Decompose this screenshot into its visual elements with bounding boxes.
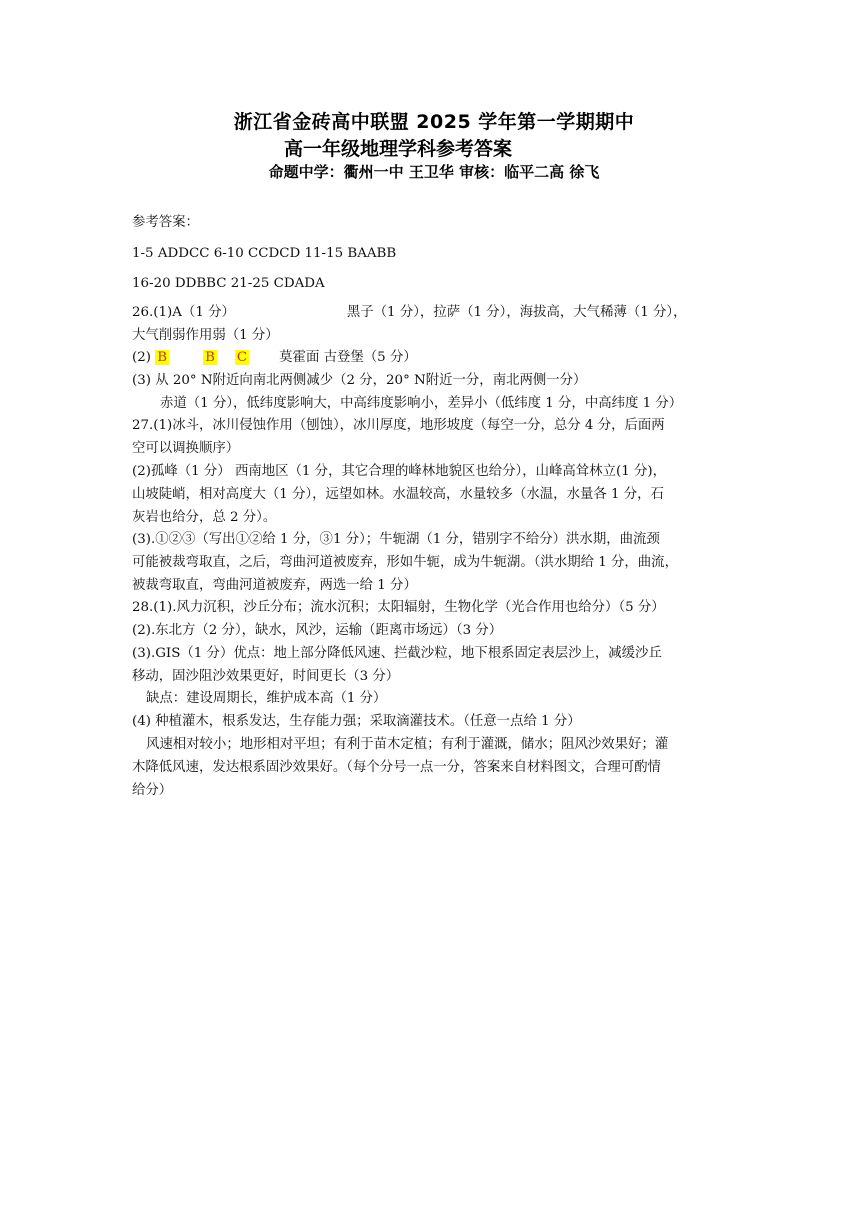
q28-4-continued-1: 风速相对较小；地形相对平坦；有利于苗木定植；有利于灌溉，储水；阻风沙效果好；灌: [146, 737, 669, 752]
q28-3-drawbacks: 缺点：建设周期长，维护成本高（1 分）: [146, 691, 387, 706]
q26-2-rest: 莫霍面 古登堡（5 分）: [279, 350, 417, 365]
q27-3-continued-2: 被裁弯取直，弯曲河道被废弃，两选一给 1 分）: [132, 578, 417, 593]
q27-1-line: 27.(1)冰斗，冰川侵蚀作用（刨蚀），冰川厚度，地形坡度（每空一分，总分 4 分，后面两: [132, 418, 665, 433]
q27-2-line: (2)孤峰（1 分） 西南地区（1 分，其它合理的峰林地貌区也给分），山峰高耸林立(1 分)，: [132, 464, 666, 479]
q27-1-continued: 空可以调换顺序）: [132, 441, 240, 456]
q26-3-line: (3) 从 20° N附近向南北两侧减少（2 分，20° N附近一分，南北两侧一分）: [132, 373, 587, 388]
document-subtitle: 高一年级地理学科参考答案: [283, 138, 512, 160]
q28-2-line: (2).东北方（2 分），缺水，风沙，运输（距离市场远）（3 分）: [132, 623, 503, 638]
q28-4-continued-2: 木降低风速，发达根系固沙效果好。（每个分号一点一分，答案来自材料图文，合理可酌情: [132, 760, 661, 775]
document-title: 浙江省金砖高中联盟 2025 学年第一学期期中: [233, 111, 635, 133]
q28-1-line: 28.(1).风力沉积，沙丘分布；流水沉积；太阳辐射，生物化学（光合作用也给分）（5 分）: [132, 600, 665, 615]
q26-1-part-b: 黑子（1 分），拉萨（1 分），海拔高，大气稀薄（1 分），: [346, 305, 687, 320]
q26-2-line: [132, 349, 742, 367]
answers-label: 参考答案：: [132, 215, 199, 230]
mc-answers-1: 1-5 ADDCC 6-10 CCDCD 11-15 BAABB: [132, 246, 397, 261]
q27-2-continued-1: 山坡陡峭，相对高度大（1 分），远望如林。水温较高，水量较多（水温，水量各 1 分，石: [132, 487, 664, 502]
q26-1-part-a: 26.(1)A（1 分）: [132, 305, 235, 320]
highlighted-answer-1: B: [157, 350, 168, 365]
q27-3-line: (3).①②③（写出①②给 1 分，③1 分）；牛轭湖（1 分，错别字不给分）洪水期，曲流颈: [132, 532, 660, 547]
highlighted-answer-2: B: [205, 350, 215, 365]
q27-2-continued-2: 灰岩也给分，总 2 分）。: [132, 510, 277, 525]
q26-3-continued: 赤道（1 分），低纬度影响大，中高纬度影响小，差异小（低纬度 1 分，中高纬度 1 分）: [160, 396, 683, 411]
q26-1-continued: 大气削弱作用弱（1 分）: [132, 328, 279, 343]
q27-3-continued-1: 可能被裁弯取直，之后，弯曲河道被废弃，形如牛轭，成为牛轭湖。（洪水期给 1 分，曲流，: [132, 555, 678, 570]
q28-3-line: (3).GIS（1 分）优点：地上部分降低风速、拦截沙粒，地下根系固定表层沙上，减缓沙丘: [132, 646, 662, 661]
q28-3-continued: 移动，固沙阻沙效果更好，时间更长（3 分）: [132, 669, 400, 684]
mc-answers-2: 16-20 DDBBC 21-25 CDADA: [132, 276, 325, 291]
highlighted-answer-3: C: [236, 350, 248, 365]
q28-4-line: (4) 种植灌木，根系发达，生存能力强；采取滴灌技术。（任意一点给 1 分）: [132, 714, 581, 729]
document-authors: 命题中学：衢州一中 王卫华 审核：临平二高 徐飞: [268, 163, 600, 181]
q28-4-continued-3: 给分）: [132, 783, 173, 798]
q26-1-line: [132, 304, 742, 322]
q26-2-prefix: (2): [132, 350, 151, 365]
